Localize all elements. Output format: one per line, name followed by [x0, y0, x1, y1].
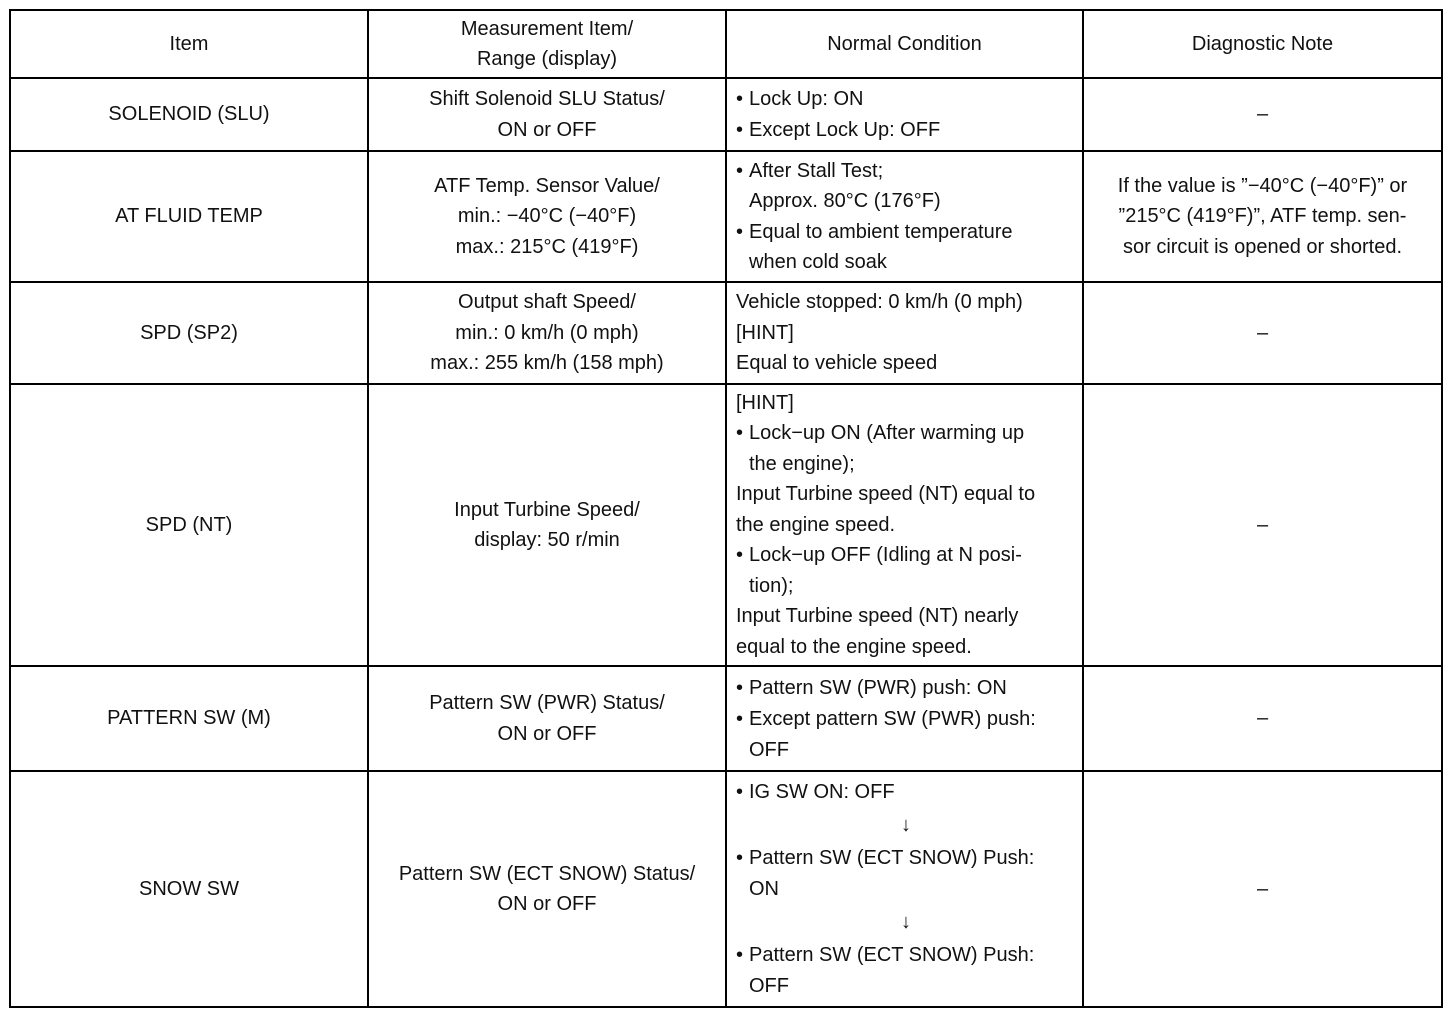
condition-text: equal to the engine speed. — [736, 635, 972, 658]
condition-bullet — [736, 940, 1076, 1001]
table-row — [10, 384, 1442, 666]
measurement-cell — [368, 384, 726, 666]
header-measurement — [368, 10, 726, 78]
measurement-line: Shift Solenoid SLU Status/ — [429, 88, 665, 110]
data-monitor-table — [9, 9, 1443, 1008]
hint-label: [HINT] — [736, 391, 794, 414]
table-row — [10, 666, 1442, 771]
item-name: SPD (NT) — [145, 513, 233, 536]
measurement-line: Input Turbine Speed/ — [454, 498, 640, 521]
measurement-line: max.: 255 km/h (158 mph) — [430, 352, 664, 375]
diagnostic-note: – — [1256, 707, 1269, 730]
item-cell — [10, 151, 368, 282]
condition-bullet — [736, 217, 1076, 278]
measurement-line: Output shaft Speed/ — [458, 291, 636, 314]
diagnostic-note-line: sor circuit is opened or shorted. — [1122, 235, 1403, 258]
condition-text: • Pattern SW (ECT SNOW) Push: — [749, 847, 1035, 870]
condition-text: • Lock−up OFF (Idling at N posi- — [749, 544, 1022, 567]
item-cell — [10, 771, 368, 1007]
item-name: PATTERN SW (M) — [107, 707, 271, 730]
condition-text: • Lock−up ON (After warming up — [749, 422, 1025, 445]
condition-text: when cold soak — [749, 251, 887, 273]
condition-bullet: • Lock Up: ON — [736, 84, 1076, 115]
measurement-line: ON or OFF — [497, 118, 597, 141]
condition-bullet: • Pattern SW (PWR) push: ON — [736, 673, 1076, 704]
item-cell — [10, 384, 368, 666]
item-name: SOLENOID (SLU) — [108, 103, 270, 126]
condition-text: Input Turbine speed (NT) equal to — [736, 483, 1036, 506]
normal-condition-cell — [726, 282, 1083, 384]
normal-condition-cell — [726, 384, 1083, 666]
measurement-cell — [368, 151, 726, 282]
measurement-line: ATF Temp. Sensor Value/ — [434, 174, 660, 197]
condition-bullet — [736, 704, 1076, 765]
measurement-line: Pattern SW (ECT SNOW) Status/ — [398, 862, 696, 885]
diagnostic-note-cell — [1083, 384, 1442, 666]
measurement-line: min.: −40°C (−40°F) — [457, 205, 637, 228]
measurement-line: ON or OFF — [497, 722, 597, 745]
condition-text: OFF — [749, 974, 789, 997]
header-measurement-line2: Range (display) — [476, 48, 618, 70]
hint-label: [HINT] — [736, 321, 794, 344]
condition-text: ON — [749, 877, 779, 900]
condition-bullet: • Except Lock Up: OFF — [736, 115, 1076, 146]
table-row — [10, 151, 1442, 282]
item-name: SPD (SP2) — [140, 321, 238, 344]
condition-bullet — [736, 156, 1076, 217]
measurement-cell — [368, 666, 726, 771]
diagnostic-note: – — [1256, 321, 1269, 344]
diagnostic-note: – — [1256, 513, 1269, 536]
item-name: AT FLUID TEMP — [115, 205, 263, 228]
condition-text: the engine speed. — [736, 513, 896, 536]
down-arrow-icon: ↓ — [901, 814, 911, 837]
condition-text: Input Turbine speed (NT) nearly — [736, 605, 1019, 628]
condition-text: • Pattern SW (ECT SNOW) Push: — [749, 944, 1035, 967]
header-item — [10, 10, 368, 78]
diagnostic-note: – — [1256, 877, 1269, 900]
condition-bullet: • IG SW ON: OFF — [736, 777, 1076, 808]
measurement-cell — [368, 771, 726, 1007]
measurement-cell — [368, 78, 726, 151]
normal-condition-cell — [726, 666, 1083, 771]
header-item-label: Item — [169, 32, 209, 55]
header-normal-label: Normal Condition — [827, 32, 982, 55]
condition-bullet — [736, 418, 1076, 479]
condition-text: OFF — [749, 738, 789, 761]
table-header-row — [10, 10, 1442, 78]
diagnostic-note-cell — [1083, 771, 1442, 1007]
measurement-line: display: 50 r/min — [474, 529, 620, 551]
condition-bullet — [736, 843, 1076, 904]
condition-text: the engine); — [749, 452, 855, 475]
condition-text: tion); — [749, 574, 794, 597]
table-row — [10, 282, 1442, 384]
table-row — [10, 771, 1442, 1007]
item-cell — [10, 78, 368, 151]
item-cell — [10, 666, 368, 771]
diagnostic-note-cell — [1083, 282, 1442, 384]
header-normal-condition — [726, 10, 1083, 78]
measurement-line: min.: 0 km/h (0 mph) — [455, 321, 639, 344]
measurement-line: Pattern SW (PWR) Status/ — [429, 692, 665, 714]
header-measurement-line1: Measurement Item/ — [460, 17, 634, 40]
diagnostic-note-line: ”215°C (419°F)”, ATF temp. sen- — [1118, 205, 1407, 228]
condition-text: Equal to vehicle speed — [736, 352, 938, 375]
normal-condition-cell — [726, 78, 1083, 151]
condition-text: • After Stall Test; — [749, 159, 884, 182]
diagnostic-note-cell — [1083, 151, 1442, 282]
item-name: SNOW SW — [139, 877, 239, 900]
header-note-label: Diagnostic Note — [1191, 32, 1334, 55]
diagnostic-note-cell — [1083, 666, 1442, 771]
normal-condition-cell — [726, 151, 1083, 282]
table-row — [10, 78, 1442, 151]
measurement-line: ON or OFF — [497, 893, 597, 915]
measurement-cell — [368, 282, 726, 384]
diagnostic-note-line: If the value is ”−40°C (−40°F)” or — [1117, 174, 1408, 197]
condition-text: • Except pattern SW (PWR) push: — [749, 708, 1036, 731]
condition-text: Vehicle stopped: 0 km/h (0 mph) — [736, 291, 1023, 314]
down-arrow-icon: ↓ — [901, 911, 911, 934]
measurement-line: max.: 215°C (419°F) — [455, 235, 639, 258]
condition-bullet — [736, 540, 1076, 601]
item-cell — [10, 282, 368, 384]
normal-condition-cell — [726, 771, 1083, 1007]
diagnostic-note-cell — [1083, 78, 1442, 151]
diagnostic-note: – — [1256, 103, 1269, 126]
condition-text: Approx. 80°C (176°F) — [749, 190, 941, 212]
header-diagnostic-note — [1083, 10, 1442, 78]
condition-text: • Equal to ambient temperature — [749, 220, 1013, 243]
